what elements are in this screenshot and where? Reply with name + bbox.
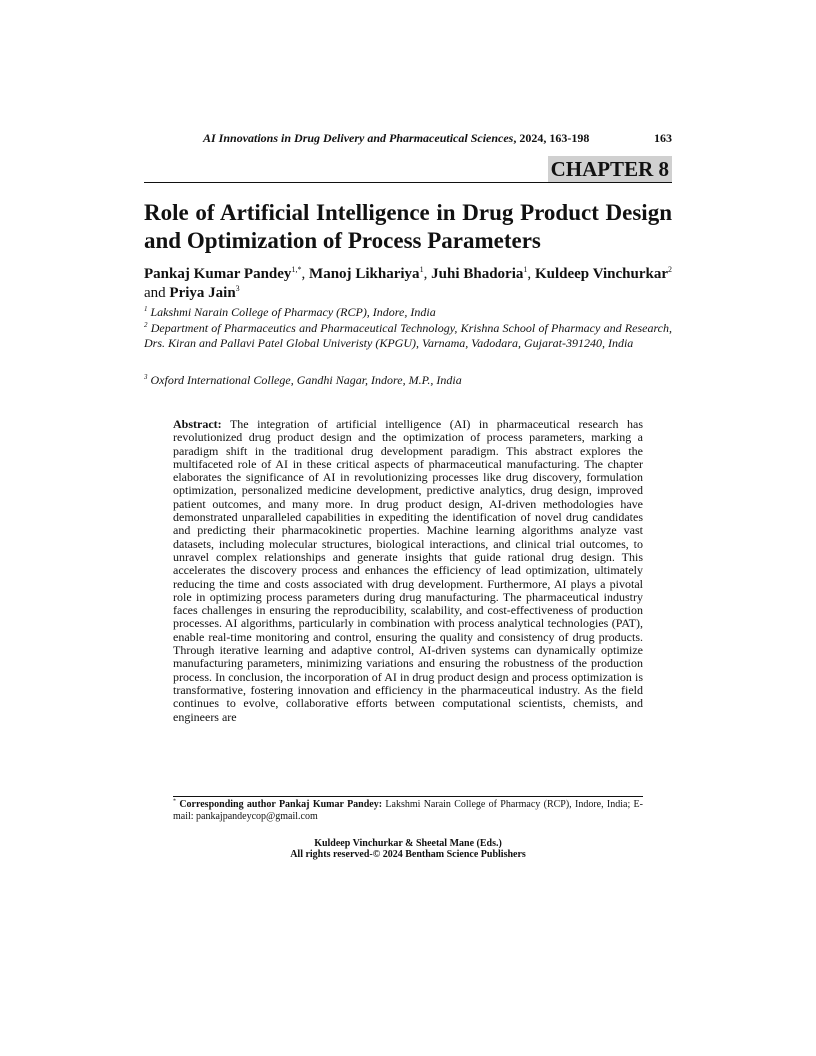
issue-range: , 2024, 163-198 xyxy=(513,131,590,145)
author-affil-mark: 1,* xyxy=(291,265,302,274)
corresponding-author-footnote xyxy=(173,799,643,823)
affiliation-mark: 3 xyxy=(144,373,148,381)
abstract xyxy=(173,418,643,724)
author-name: Priya Jain xyxy=(169,285,236,301)
affiliation-text: Department of Pharmaceutics and Pharmaceutical Technology, Krishna School of Pharmacy and Research, Drs. Kiran and Pallavi Patel Global Univeristy (KPGU), Varnama, Vadodara, Gujarat-391240, India xyxy=(144,321,672,350)
author-separator: and xyxy=(144,285,170,301)
editors-block xyxy=(173,838,643,860)
author-affil-mark: 1 xyxy=(523,265,528,274)
affiliation-mark: 2 xyxy=(144,321,148,329)
footnote-rule xyxy=(173,796,643,797)
footnote-label: Corresponding author Pankaj Kumar Pandey: xyxy=(179,799,383,810)
affiliation-text: Oxford International College, Gandhi Nagar, Indore, M.P., India xyxy=(150,373,462,387)
author-affil-mark: 2 xyxy=(668,265,673,274)
journal-title: AI Innovations in Drug Delivery and Pharmaceutical Sciences, 2024, 163-198 xyxy=(203,131,590,145)
affiliation-text: Lakshmi Narain College of Pharmacy (RCP), Indore, India xyxy=(150,305,436,319)
author-name: Manoj Likhariya xyxy=(309,266,420,282)
footnote-mark: * xyxy=(173,798,176,805)
editors-line: Kuldeep Vinchurkar & Sheetal Mane (Eds.) xyxy=(314,838,502,849)
author-affil-mark: 1 xyxy=(419,265,424,274)
affiliation xyxy=(144,305,672,320)
footnote-text: Lakshmi Narain College of Pharmacy (RCP), Indore, India; E-mail: pankajpandeycop@gmail.com xyxy=(173,799,643,822)
author-name: Pankaj Kumar Pandey xyxy=(144,266,292,282)
author-name: Kuldeep Vinchurkar xyxy=(534,266,669,282)
abstract-label: Abstract: xyxy=(173,417,222,431)
copyright-line: All rights reserved-© 2024 Bentham Science Publishers xyxy=(290,849,526,860)
author-separator: , xyxy=(527,266,535,282)
abstract-text: The integration of artificial intelligence (AI) in pharmaceutical research has revolutionized drug product design and the optimization of process parameters, marking a paradigm shift in the traditional drug development paradigm. This abstract explores the multifaceted role of AI in these critical aspects of pharmaceutical manufacturing. The chapter elaborates the significance of AI in revolutionizing processes like drug discovery, formulation optimization, personalized medicine development, predictive analytics, drug design, improved patient outcomes, and many more. In drug product design, AI-driven methodologies have demonstrated unparalleled capabilities in expediting the identification of novel drug candidates and predicting their pharmacokinetic properties. Machine learning algorithms analyze vast datasets, including molecular structures, biological interactions, and clinical trial outcomes, to unravel complex relationships and generate insights that guide rational drug design. This accelerates the discovery process and enhances the efficiency of lead optimization, ultimately reducing the time and costs associated with drug development. Furthermore, AI plays a pivotal role in optimizing process parameters during drug manufacturing. The pharmaceutical industry faces challenges in ensuring the reproducibility, scalability, and cost-effectiveness of production processes. AI algorithms, particularly in combination with process analytical technologies (PAT), enable real-time monitoring and control, ensuring the quality and consistency of drug products. Through iterative learning and adaptive control, AI-driven systems can dynamically optimize manufacturing parameters, minimizing variations and ensuring the robustness of the production process. In conclusion, the incorporation of AI in drug product design and process optimization is transformative, fostering innovation and efficiency in the pharmaceutical industry. As the field continues to evolve, collaborative efforts between computational scientists, chemists, and engineers are xyxy=(173,417,643,724)
affiliation-mark: 1 xyxy=(144,305,148,313)
author-separator: , xyxy=(423,266,432,282)
affiliation xyxy=(144,373,672,388)
chapter-rule xyxy=(144,182,672,183)
affiliation xyxy=(144,321,672,351)
author-list xyxy=(144,265,672,303)
page-number: 163 xyxy=(654,131,672,145)
author-name: Juhi Bhadoria xyxy=(431,266,524,282)
author-separator: , xyxy=(301,266,310,282)
author-affil-mark: 3 xyxy=(235,284,240,293)
chapter-title: Role of Artificial Intelligence in Drug Product Design and Optimization of Process Parameters xyxy=(144,200,672,253)
chapter-label: CHAPTER 8 xyxy=(548,156,672,182)
